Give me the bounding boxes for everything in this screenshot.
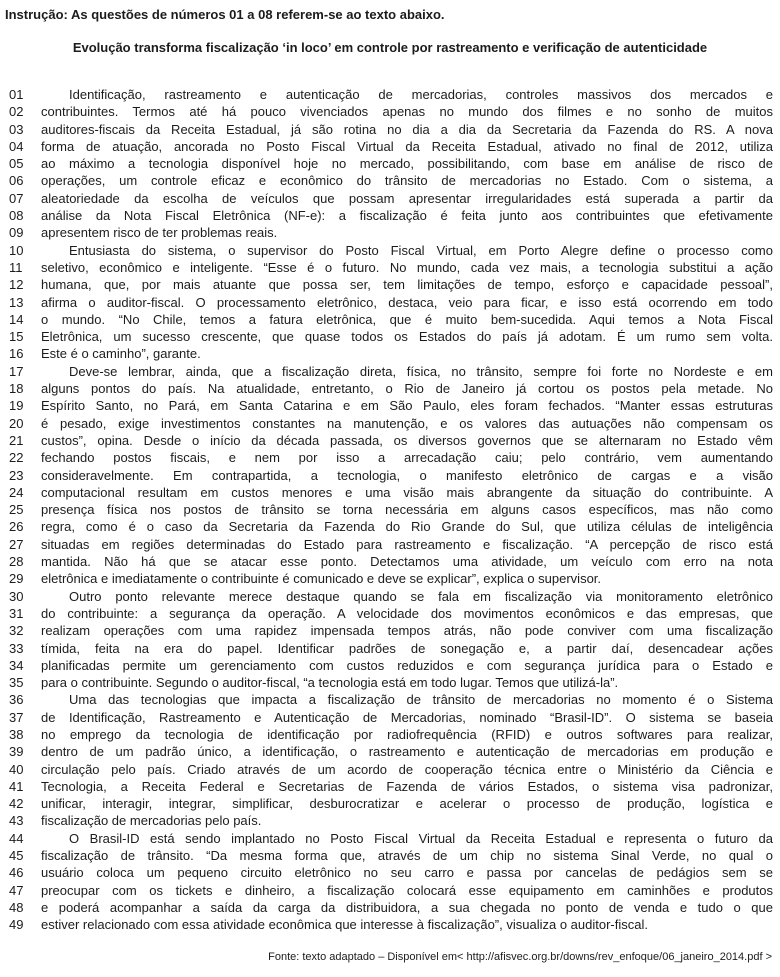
- line-text: consideravelmente. Em contrapartida, a tecnologia, o manifesto eletrônico de cargas e a visão: [41, 467, 773, 483]
- text-line: [0, 864, 780, 881]
- line-text: análise da Nota Fiscal Eletrônica (NF-e): a fiscalização é feita junto aos contribuintes que efetivamente: [41, 208, 773, 224]
- line-text: eletrônica e imediatamente o contribuinte é comunicado e deve se explicar”, explica o supervisor.: [41, 571, 602, 587]
- line-text: fiscalização de mercadorias pelo país.: [41, 813, 262, 829]
- line-number: 43: [9, 813, 24, 829]
- line-number: 16: [9, 346, 24, 362]
- text-line: [0, 518, 780, 535]
- line-number: 19: [9, 398, 24, 414]
- text-line: [0, 311, 780, 328]
- source-citation: Fonte: texto adaptado – Disponível em< http://afisvec.org.br/downs/rev_enfoque/06_janeiro_2014.pdf >: [268, 951, 772, 963]
- line-number: 25: [9, 502, 24, 518]
- text-line: [0, 276, 780, 293]
- text-line: [0, 588, 780, 605]
- line-number: 07: [9, 190, 24, 206]
- line-number: 48: [9, 899, 24, 915]
- line-text: aleatoriedade da escolha de veículos que possam apresentar irregularidades está superada a partir da: [41, 190, 773, 206]
- text-line: [0, 536, 780, 553]
- text-line: [0, 380, 780, 397]
- line-text: para o contribuinte. Segundo o auditor-fiscal, “a tecnologia está em todo lugar. Temos que utilizá-la”.: [41, 675, 619, 691]
- line-number: 36: [9, 692, 24, 708]
- line-number: 44: [9, 830, 24, 846]
- instruction-text: Instrução: As questões de números 01 a 08 referem-se ao texto abaixo.: [5, 7, 445, 22]
- line-number: 04: [9, 138, 24, 154]
- line-number: 06: [9, 173, 24, 189]
- line-text: apresentem risco de ter problemas reais.: [41, 225, 278, 241]
- line-text: Identificação, rastreamento e autenticação de mercadorias, controles massivos dos mercados e: [69, 87, 773, 102]
- line-text: seletivo, econômico e inteligente. “Esse é o futuro. No mundo, cada vez mais, a tecnologia substitui a ação: [41, 259, 773, 275]
- line-text: Espírito Santo, no Pará, em Santa Catarina e em São Paulo, eles foram fechados. “Manter essas estruturas: [41, 398, 773, 414]
- line-number: 45: [9, 848, 24, 864]
- line-text: é pesado, exige investimentos constantes na manutenção, e os valores das autuações não compensam os: [41, 415, 773, 431]
- line-number: 17: [9, 363, 24, 379]
- line-text: o mundo. “No Chile, temos a fatura eletrônica, que é muito bem-sucedida. Aqui temos a Nota Fiscal: [41, 311, 773, 327]
- line-text: O Brasil-ID está sendo implantado no Posto Fiscal Virtual da Receita Estadual e representa o futuro da: [69, 830, 773, 846]
- line-number: 09: [9, 225, 24, 241]
- line-number: 11: [9, 259, 23, 275]
- text-line: [0, 501, 780, 518]
- line-text: de Identificação, Rastreamento e Autenticação de Mercadorias, nominado “Brasil-ID”. O sistema se baseia: [41, 709, 773, 725]
- line-text: preocupar com os tickets e dinheiro, a fiscalização colocará esse equipamento em caminhões e produtos: [41, 882, 773, 898]
- text-line: [0, 726, 780, 743]
- text-line: [0, 882, 780, 899]
- line-text: humana, que, por mais atuante que possa ser, tem limitações de tempo, esforço e capacidade pessoal”,: [41, 277, 773, 293]
- line-text: afirma o auditor-fiscal. O processamento eletrônico, destaca, veio para ficar, e isso está ocorrendo em todo: [41, 294, 773, 310]
- line-text: e poderá acompanhar a saída da carga da distribuidora, a sua chegada no ponto de venda e tudo o que: [41, 899, 773, 915]
- line-text: planificadas permite um gerenciamento com custos reduzidos e com segurança jurídica para o Estado e: [41, 657, 773, 673]
- line-number: 26: [9, 519, 24, 535]
- text-line: [0, 345, 780, 362]
- line-text: regra, como é o caso da Secretaria da Fazenda do Rio Grande do Sul, que utiliza células de inteligência: [41, 519, 773, 535]
- line-text: custos”, opina. Desde o início da década passada, os diversos governos que se alternaram no Estado vêm: [41, 432, 773, 448]
- line-number: 14: [9, 311, 24, 327]
- line-number: 15: [9, 329, 24, 345]
- line-number: 39: [9, 744, 24, 760]
- line-number: 20: [9, 415, 24, 431]
- line-number: 28: [9, 554, 24, 570]
- text-line: [0, 553, 780, 570]
- line-text: fechando postos fiscais, e nem por isso a arrecadação caiu; pelo contrário, vem aumentando: [41, 450, 773, 466]
- line-text: Este é o caminho”, garante.: [41, 346, 201, 362]
- text-line: [0, 605, 780, 622]
- line-number: 27: [9, 536, 24, 552]
- line-number: 03: [9, 121, 24, 137]
- line-number: 42: [9, 796, 24, 812]
- line-text: Outro ponto relevante merece destaque quando se fala em fiscalização via monitoramento eletrônico: [69, 588, 773, 604]
- line-number: 37: [9, 709, 24, 725]
- line-text: Deve-se lembrar, ainda, que a fiscalização direta, física, no trânsito, sempre foi forte no Nordeste e em: [69, 363, 773, 379]
- line-number: 35: [9, 675, 24, 691]
- text-line: [0, 397, 780, 414]
- line-number: 10: [9, 242, 24, 258]
- line-text: alguns pontos do país. Na atualidade, entretanto, o Rio de Janeiro já cortou os postos pela metade. No: [41, 381, 773, 397]
- line-text: unificar, interagir, integrar, simplificar, desburocratizar e acelerar o processo de produção, logística e: [41, 796, 773, 812]
- line-text: realizam operações com uma rapidez impensada tempos atrás, não pode conviver com uma fiscalização: [41, 623, 773, 639]
- text-line: [0, 761, 780, 778]
- line-number: 18: [9, 381, 24, 397]
- line-number: 23: [9, 467, 24, 483]
- text-line: [0, 155, 780, 172]
- line-text: computacional resultam em custos menores e uma visão mais abrangente da situação do contribuinte. A: [41, 484, 773, 500]
- line-text: Entusiasta do sistema, o supervisor do Posto Fiscal Virtual, em Porto Alegre define o processo como: [69, 242, 773, 258]
- line-number: 49: [9, 917, 24, 933]
- line-text: dentro de um padrão único, a identificação, o rastreamento e autenticação de mercadorias em produção e: [41, 744, 773, 760]
- line-number: 40: [9, 761, 24, 777]
- text-line: [0, 674, 780, 691]
- line-number: 38: [9, 726, 24, 742]
- line-text: situadas em regiões determinadas do Estado para rastreamento e fiscalização. “A percepção de risco está: [41, 536, 773, 552]
- text-line: [0, 415, 780, 432]
- text-line: [0, 121, 780, 138]
- text-line: [0, 207, 780, 224]
- line-text: estiver relacionado com essa atividade econômica que interesse à fiscalização”, visualiza o auditor-fiscal.: [41, 917, 648, 933]
- text-line: [0, 795, 780, 812]
- line-number: 21: [9, 432, 24, 448]
- line-text: no emprego da tecnologia de identificação por radiofrequência (RFID) e outros softwares para realizar,: [41, 726, 773, 742]
- line-number: 12: [9, 277, 24, 293]
- line-number: 46: [9, 865, 24, 881]
- text-line: [0, 86, 780, 103]
- line-text: mantida. Não há que se atacar esse ponto. Detectamos uma atividade, um veículo com erro na nota: [41, 554, 773, 570]
- line-number: 05: [9, 156, 24, 172]
- line-text: do contribuinte: a segurança da operação. A velocidade dos movimentos econômicos e das empresas, que: [41, 605, 773, 621]
- line-text: contribuintes. Termos até há pouco vivenciados apenas no mundo dos filmes e no sonho de muitos: [41, 104, 773, 120]
- text-line: [0, 294, 780, 311]
- line-number: 02: [9, 104, 24, 120]
- text-title: Evolução transforma fiscalização ‘in loco’ em controle por rastreamento e verificação de autenticidade: [72, 40, 708, 55]
- line-number: 47: [9, 882, 24, 898]
- line-number: 33: [9, 640, 24, 656]
- text-line: [0, 812, 780, 829]
- text-line: [0, 363, 780, 380]
- line-text: Uma das tecnologias que impacta a fiscalização de trânsito de mercadorias no momento é o Sistema: [69, 692, 773, 708]
- text-line: [0, 778, 780, 795]
- text-line: [0, 190, 780, 207]
- text-line: [0, 743, 780, 760]
- text-line: [0, 830, 780, 847]
- line-number: 24: [9, 484, 24, 500]
- line-number: 31: [9, 605, 24, 621]
- text-line: [0, 570, 780, 587]
- line-text: fiscalização de trânsito. “Da mesma forma que, através de um chip no sistema Sinal Verde, no qual o: [41, 848, 773, 864]
- line-number: 29: [9, 571, 24, 587]
- line-text: circulação pelo país. Criado através de um acordo de cooperação técnica entre o Ministério da Ciência e: [41, 761, 773, 777]
- text-line: [0, 224, 780, 241]
- line-text: Eletrônica, um sucesso crescente, que quase todos os Estados do país já adotam. É um rumo sem volta.: [41, 329, 773, 345]
- line-number: 22: [9, 450, 24, 466]
- text-line: [0, 328, 780, 345]
- line-text: tímida, feita na era do papel. Identificar padrões de sonegação e, a partir daí, desencadear ações: [41, 640, 773, 656]
- text-line: [0, 622, 780, 639]
- text-line: [0, 259, 780, 276]
- text-line: [0, 657, 780, 674]
- text-line: [0, 484, 780, 501]
- line-number: 13: [9, 294, 24, 310]
- line-text: ao máximo a tecnologia disponível hoje no mercado, possibilitando, com base em análise de risco de: [41, 156, 773, 172]
- line-number: 08: [9, 208, 24, 224]
- line-text: forma de atuação, ancorada no Posto Fiscal Virtual da Receita Estadual, ativado no final de 2012, utiliza: [41, 138, 773, 154]
- line-text: Tecnologia, a Receita Federal e Secretarias de Fazenda de vários Estados, o sistema visa padronizar,: [41, 778, 773, 794]
- line-number: 01: [9, 87, 24, 102]
- text-line: [0, 138, 780, 155]
- line-text: auditores-fiscais da Receita Estadual, já são rotina no dia a dia da Secretaria da Fazenda do RS. A nova: [41, 121, 773, 137]
- numbered-text-body: [0, 86, 780, 934]
- line-text: presença física nos postos de trânsito se torna necessária em alguns casos específicos, mas não como: [41, 502, 773, 518]
- text-line: [0, 467, 780, 484]
- line-text: usuário coloca um pequeno circuito eletrônico no seu carro e passa por cancelas de pedágios sem se: [41, 865, 773, 881]
- text-line: [0, 103, 780, 120]
- line-number: 34: [9, 657, 24, 673]
- text-line: [0, 709, 780, 726]
- text-line: [0, 449, 780, 466]
- text-line: [0, 432, 780, 449]
- text-line: [0, 847, 780, 864]
- line-text: operações, um controle eficaz e econômico do trânsito de mercadorias no Estado. Com o sistema, a: [41, 173, 773, 189]
- text-line: [0, 916, 780, 933]
- line-number: 32: [9, 623, 24, 639]
- text-line: [0, 242, 780, 259]
- text-line: [0, 899, 780, 916]
- text-line: [0, 640, 780, 657]
- text-line: [0, 172, 780, 189]
- line-number: 30: [9, 588, 24, 604]
- line-number: 41: [9, 778, 24, 794]
- text-line: [0, 691, 780, 708]
